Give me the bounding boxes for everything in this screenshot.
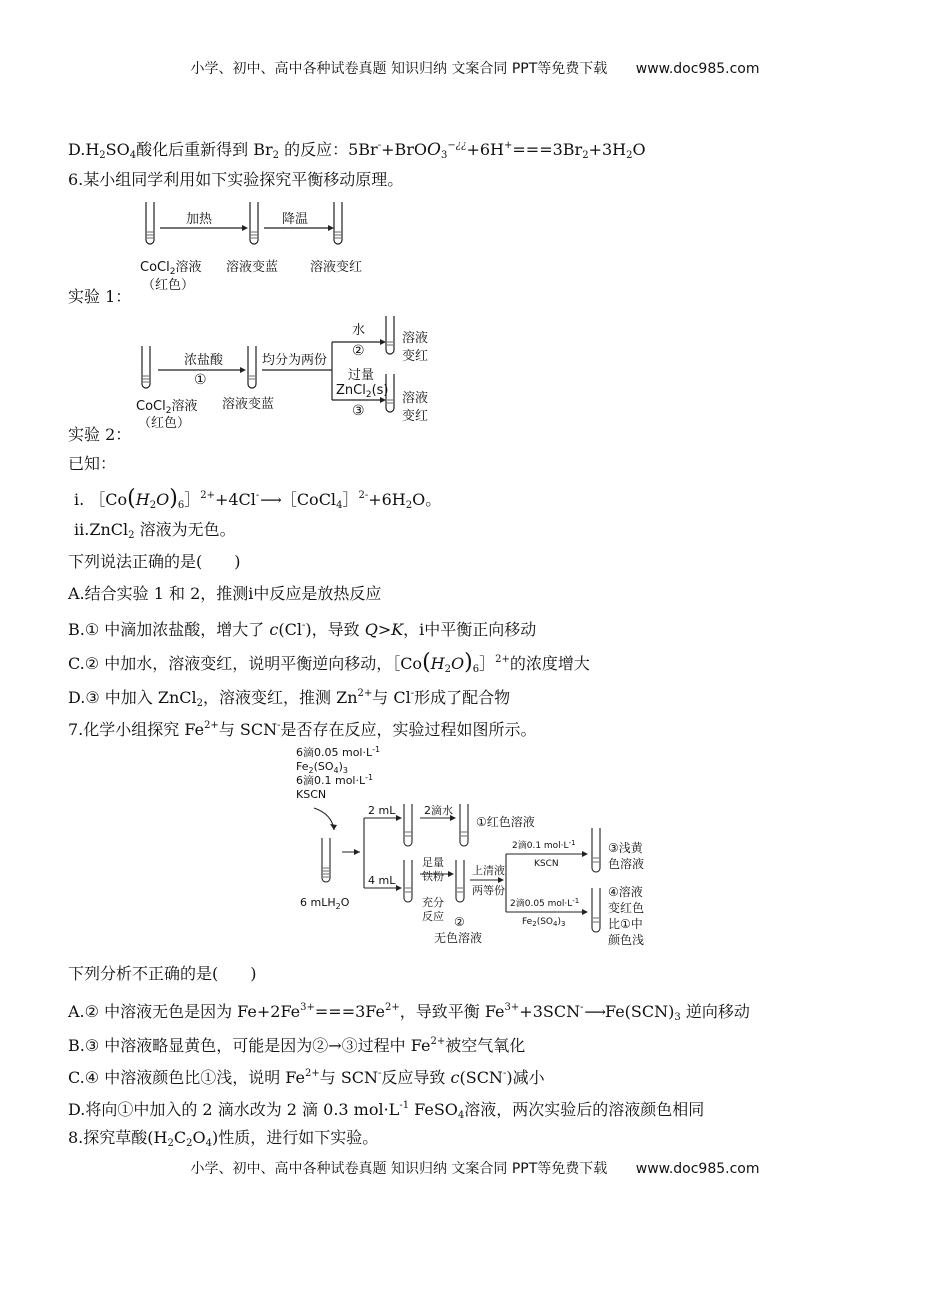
svg-text:④溶液: ④溶液 [608, 885, 643, 899]
svg-text:变红: 变红 [402, 349, 429, 364]
svg-text:2滴0.1 mol·L-1: 2滴0.1 $mol\cdot L^{-1}$ [512, 839, 576, 851]
svg-text:铁粉: 铁粉 [422, 870, 444, 883]
svg-text:溶液: 溶液 [402, 391, 429, 406]
svg-text:足量: 足量 [422, 856, 444, 869]
q7-option-c: C.④ 中溶液颜色比①浅，说明 $Fe^{2+}$与 SCN-反应导致 c(SCN-)减小 [68, 1068, 545, 1087]
footer-text: 小学、初中、高中各种试卷真题 知识归纳 文案合同 PPT等免费下载 [190, 1161, 608, 1177]
footer-url[interactable]: www.doc985.com [635, 1161, 760, 1177]
svg-text:过量: 过量 [348, 368, 375, 383]
q6-option-d: D.③ 中加入 ZnCl$_2$，溶液变红，推测 $Zn^{2+}$与 Cl-形成了配合物 [68, 688, 511, 709]
svg-text:均分为两份: 均分为两份 [262, 353, 328, 368]
svg-text:2滴水: 2滴水 [424, 804, 453, 817]
test-tube [248, 346, 256, 388]
test-tube [460, 804, 468, 846]
q6-stem: 6.某小组同学利用如下实验探究平衡移动原理。 [68, 170, 404, 189]
test-tube [322, 838, 330, 882]
svg-text:无色溶液: 无色溶液 [434, 931, 483, 945]
svg-text:浓盐酸: 浓盐酸 [184, 353, 224, 368]
q5-option-d: $D.H_2SO_4$酸化后重新得到 $Br_2$ 的反应：$5Br^-+BrOO_3^{-¿¿}+6H^+===3Br_2+3H_2O$ [68, 140, 646, 161]
svg-text:4 mL: 4 mL [368, 874, 396, 887]
test-tube [404, 860, 412, 902]
svg-text:充分: 充分 [422, 896, 444, 909]
arrow-label: 降温 [282, 212, 309, 227]
known-i: ⅰ. $[Co(H_2O)_6]^{2+}+4Cl^-⟶[CoCl_4]^{2-}+6H_2O$。 [74, 486, 442, 511]
known-ii: ⅱ.ZnCl$_2$ 溶液为无色。 [74, 520, 236, 541]
svg-text:ZnCl2(s): ZnCl$_2$(s) [336, 383, 389, 400]
svg-text:溶液变蓝: 溶液变蓝 [226, 260, 279, 275]
q7-ask: 下列分析不正确的是( ) [68, 964, 257, 983]
svg-text:KSCN: KSCN [534, 859, 559, 869]
experiment-2-label: 实验 2： [68, 425, 132, 444]
svg-text:颜色浅: 颜色浅 [608, 933, 645, 947]
svg-text:6滴0.05 mol·L-1: 6滴0.05 $mol\cdot L^{-1}$ [296, 745, 381, 759]
svg-text:反应: 反应 [422, 910, 444, 923]
svg-text:溶液: 溶液 [402, 331, 429, 346]
svg-text:①红色溶液: ①红色溶液 [476, 815, 535, 829]
svg-text:6 mLH2O: 6 mLH$_2$O [300, 896, 350, 911]
svg-text:变红色: 变红色 [608, 901, 645, 915]
test-tube [592, 828, 600, 872]
svg-text:③: ③ [352, 403, 365, 419]
q7-option-b: B.③ 中溶液略显黄色，可能是因为②→③过程中 $Fe^{2+}$被空气氧化 [68, 1036, 526, 1055]
svg-text:③浅黄: ③浅黄 [608, 841, 643, 855]
test-tube [592, 888, 600, 932]
q7-option-a: A.② 中溶液无色是因为 $Fe+2Fe^{3+}===3Fe^{2+}$，导致平衡 $Fe^{3+}+3SCN^-⟶Fe(SCN)_3$ 逆向移动 [68, 1002, 750, 1023]
known-label: 已知： [68, 454, 117, 473]
arrow-label: 加热 [186, 212, 213, 227]
svg-text:2滴0.05 mol·L-1: 2滴0.05 $mol\cdot L^{-1}$ [510, 897, 580, 909]
page-footer [0, 1158, 950, 1178]
q7-option-d: D.将向①中加入的 2 滴水改为 2 滴 0.3 $mol\cdot L^{-1}$ FeSO$_4$溶液，两次实验后的溶液颜色相同 [68, 1100, 705, 1121]
header-url[interactable]: www.doc985.com [635, 61, 760, 77]
page-header [0, 58, 950, 78]
svg-text:CoCl2溶液: CoCl$_2$溶液 [136, 399, 198, 416]
svg-text:①: ① [194, 372, 207, 388]
svg-text:溶液变红: 溶液变红 [310, 260, 363, 275]
test-tube [456, 860, 464, 902]
svg-text:6滴0.1 mol·L-1: 6滴0.1 $mol\cdot L^{-1}$ [296, 773, 374, 787]
test-tube [404, 804, 412, 846]
q6-option-c: C.② 中加水，溶液变红，说明平衡逆向移动，$[Co(H_2O)_6]^{2+}$的浓度增大 [68, 650, 590, 675]
svg-text:色溶液: 色溶液 [608, 857, 645, 871]
svg-text:上清液: 上清液 [472, 864, 505, 877]
svg-text:Fe2(SO4)3: $Fe_2(SO_4)_3$ [522, 917, 566, 928]
svg-text:②: ② [352, 343, 365, 359]
q8-stem: 8.探究草酸$(H_2C_2O_4)$性质，进行如下实验。 [68, 1128, 379, 1149]
svg-text:KSCN: KSCN [296, 788, 327, 801]
svg-text:2 mL: 2 mL [368, 804, 396, 817]
q6-option-a: A.结合实验 1 和 2，推测ⅰ中反应是放热反应 [68, 584, 382, 603]
svg-text:②: ② [454, 915, 465, 929]
experiment-1-label: 实验 1： [68, 287, 132, 306]
svg-text:Fe2(SO4)3: $Fe_2(SO_4)_3$ [296, 760, 349, 775]
svg-text:变红: 变红 [402, 409, 429, 424]
svg-text:水: 水 [352, 323, 366, 338]
test-tube [386, 316, 394, 354]
experiment-2-diagram [130, 312, 450, 432]
svg-text:溶液变蓝: 溶液变蓝 [222, 397, 275, 412]
svg-text:（红色）: （红色） [138, 416, 191, 431]
header-text: 小学、初中、高中各种试卷真题 知识归纳 文案合同 PPT等免费下载 [190, 61, 608, 77]
q7-stem: 7.化学小组探究 $Fe^{2+}$与 SCN-是否存在反应，实验过程如图所示。 [68, 720, 537, 739]
svg-text:两等份: 两等份 [472, 884, 505, 897]
experiment-1-diagram [130, 198, 400, 298]
q6-option-b: B.① 中滴加浓盐酸，增大了 c(Cl-)，导致 Q>K，ⅰ中平衡正向移动 [68, 620, 537, 639]
q7-experiment-diagram [290, 744, 670, 950]
svg-text:比①中: 比①中 [608, 917, 643, 931]
q6-ask: 下列说法正确的是( ) [68, 552, 241, 571]
svg-text:（红色）: （红色） [142, 278, 195, 293]
svg-text:CoCl2溶液: CoCl$_2$溶液 [140, 260, 202, 277]
